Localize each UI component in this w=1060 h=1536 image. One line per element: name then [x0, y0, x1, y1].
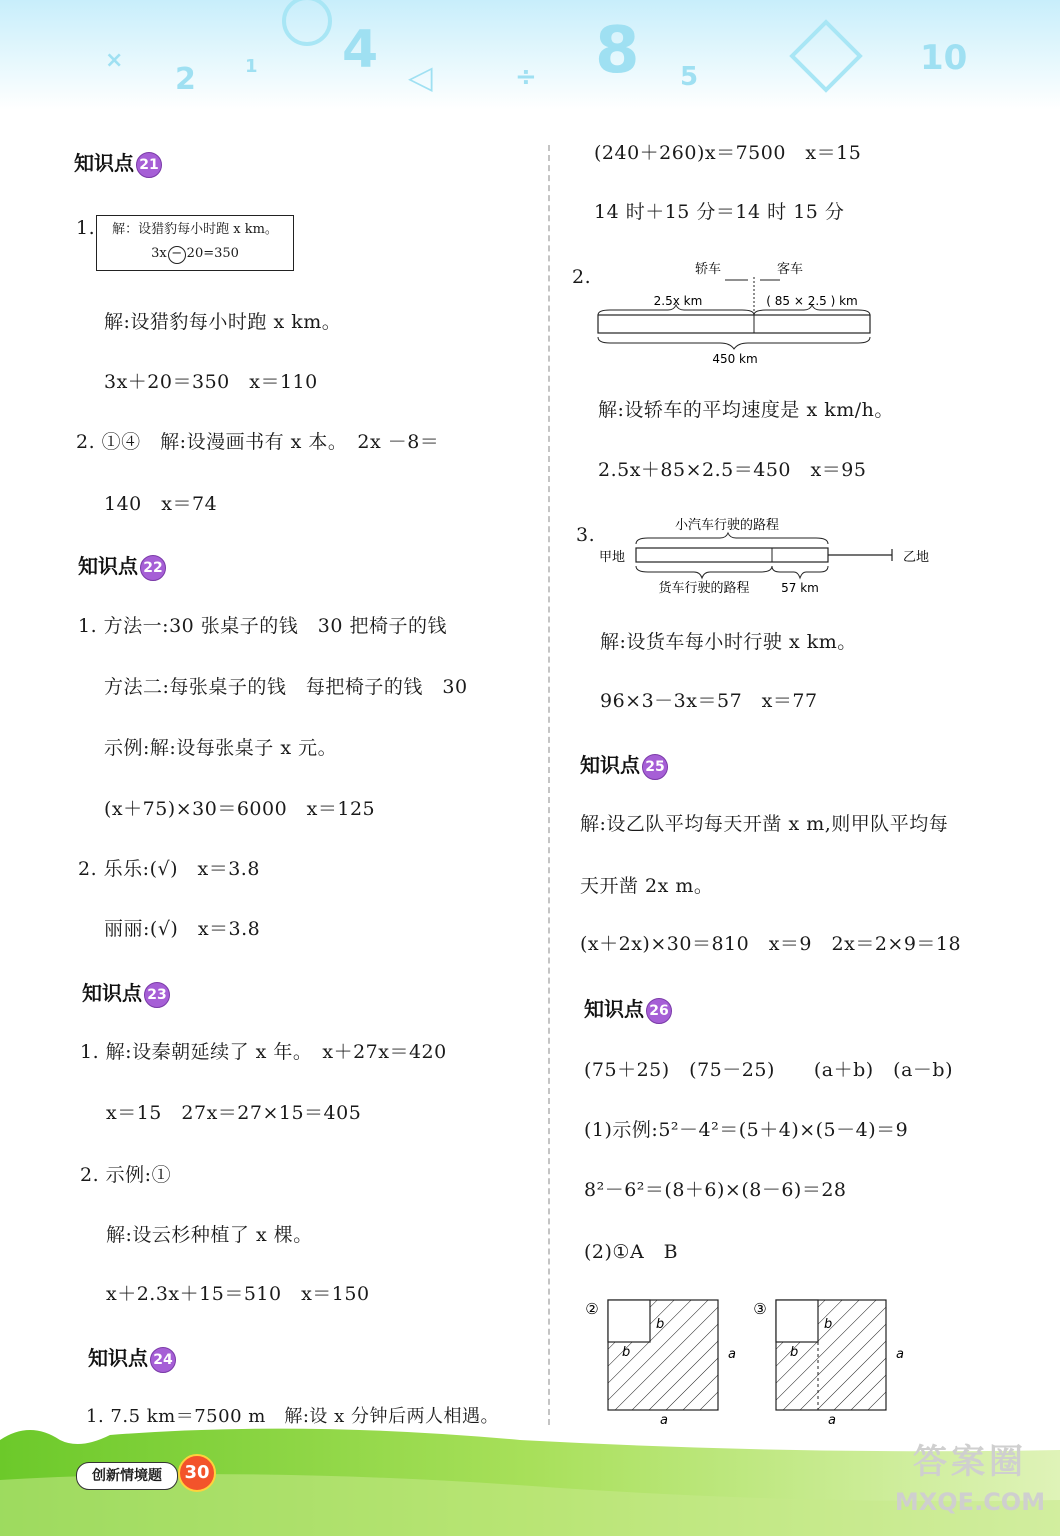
triangle-shape-icon: ◁ [408, 58, 433, 96]
section-number-badge: 23 [144, 982, 170, 1008]
digit-1-icon: 1 [245, 56, 258, 77]
svg-text:b: b [824, 1317, 833, 1332]
division-sign-icon: ÷ [515, 62, 537, 92]
watermark-url-text: MXQE.COM [894, 1488, 1046, 1516]
svg-text:a: a [728, 1347, 736, 1362]
digit-4-icon: 4 [342, 20, 379, 80]
svg-text:b: b [622, 1345, 631, 1360]
footer-section-label: 创新情境题 [76, 1462, 178, 1490]
section-number-badge: 22 [140, 555, 166, 581]
truck-route-label: 货车行驶的路程 [658, 581, 750, 596]
section-number-badge: 25 [642, 754, 668, 780]
answer-line: 解:设乙队平均每天开凿 x m,则甲队平均每 [580, 813, 949, 835]
answer-line: 1. 方法一:30 张桌子的钱 30 把椅子的钱 [78, 615, 448, 637]
section-heading-25 [580, 752, 668, 780]
svg-text:b: b [656, 1317, 665, 1332]
answer-line: (1)示例:5²－4²＝(5＋4)×(5－4)＝9 [584, 1119, 909, 1141]
car-distance-label: 2.5x km [653, 294, 703, 308]
answer-line: 示例:解:设每张桌子 x 元。 [104, 737, 338, 759]
section-heading-label: 知识点 [82, 981, 142, 1005]
start-place-label: 甲地 [598, 550, 626, 565]
digit-5-icon: 5 [680, 62, 699, 92]
answer-line: 解:设猎豹每小时跑 x km。 [104, 311, 342, 333]
answer-line: (2)①A B [584, 1241, 679, 1263]
answer-line: 3x＋20＝350 x＝110 [104, 371, 318, 393]
answer-line: 解:设轿车的平均速度是 x km/h。 [598, 399, 894, 421]
section-heading-label: 知识点 [584, 997, 644, 1021]
item-number: 2. [572, 266, 592, 288]
answer-line: 丽丽:(√) x＝3.8 [104, 918, 261, 940]
section-heading-22 [78, 553, 166, 581]
figure-marker: ② [585, 1300, 599, 1318]
answer-line: (75＋25) (75－25) (a＋b) (a－b) [584, 1059, 953, 1081]
answer-line: 方法二:每张桌子的钱 每把椅子的钱 30 [104, 676, 468, 698]
answer-line: x＋2.3x＋15＝510 x＝150 [106, 1283, 370, 1305]
car-truck-line-diagram [592, 512, 942, 600]
watermark-logo-text: 答案圈 [913, 1442, 1027, 1482]
section-heading-label: 知识点 [78, 554, 138, 578]
circled-minus-icon: − [168, 246, 186, 264]
svg-text:a: a [828, 1413, 836, 1427]
boxed-line-2: 3x − 20=350 [97, 242, 293, 266]
column-divider [548, 145, 550, 1425]
circle-shape-icon [282, 0, 332, 46]
answer-line: 96×3－3x＝57 x＝77 [600, 690, 818, 712]
digit-10-icon: 10 [920, 38, 968, 78]
answer-line: 1. 7.5 km＝7500 m 解:设 x 分钟后两人相遇。 [86, 1406, 499, 1427]
gap-distance-label: 57 km [781, 581, 819, 595]
digit-2-icon: 2 [175, 62, 196, 97]
boxed-line-1: 解：设猎豹每小时跑 x km。 [112, 222, 278, 237]
answer-line: 2.5x＋85×2.5＝450 x＝95 [598, 459, 867, 481]
bus-distance-label: ( 85 × 2.5 ) km [766, 294, 858, 308]
svg-text:b: b [790, 1345, 799, 1360]
answer-line: 2. ①④ 解:设漫画书有 x 本。 2x －8＝ [76, 431, 440, 453]
section-number-badge: 21 [136, 152, 162, 178]
page-number: 30 [178, 1454, 216, 1492]
answer-line: (x＋2x)×30＝810 x＝9 2x＝2×9＝18 [580, 933, 962, 955]
header-decoration [0, 0, 1060, 110]
digit-8-icon: 8 [595, 14, 640, 88]
item-number: 1. [76, 217, 96, 239]
square-figure-3 [748, 1292, 913, 1427]
diamond-shape-icon [789, 19, 863, 93]
answer-line: x＝15 27x＝27×15＝405 [106, 1102, 362, 1124]
answer-line: 8²－6²＝(8＋6)×(8－6)＝28 [584, 1179, 847, 1201]
svg-text:a: a [660, 1413, 668, 1427]
section-heading-26 [584, 996, 672, 1024]
car-bus-line-diagram [590, 255, 880, 370]
answer-line: 解:设云杉种植了 x 棵。 [106, 1224, 313, 1246]
answer-line: 2. 乐乐:(√) x＝3.8 [78, 858, 260, 880]
car-label: 轿车 [694, 262, 722, 277]
site-watermark [885, 1440, 1055, 1530]
answer-line: 2. 示例:① [80, 1164, 172, 1186]
answer-line: (240＋260)x＝7500 x＝15 [594, 142, 862, 164]
boxed-answer [96, 215, 294, 271]
answer-line: 14 时＋15 分＝14 时 15 分 [594, 201, 845, 223]
section-number-badge: 26 [646, 998, 672, 1024]
answer-line: 解:设货车每小时行驶 x km。 [600, 631, 857, 653]
bus-label: 客车 [776, 262, 804, 277]
item-number: 3. [576, 524, 596, 546]
car-route-label: 小汽车行驶的路程 [674, 518, 780, 533]
section-heading-23 [82, 980, 170, 1008]
section-heading-24 [88, 1345, 176, 1373]
answer-line: (x＋75)×30＝6000 x＝125 [104, 798, 376, 820]
end-place-label: 乙地 [902, 550, 930, 565]
total-distance-label: 450 km [712, 352, 758, 366]
section-heading-label: 知识点 [88, 1346, 148, 1370]
answer-line: 1. 解:设秦朝延续了 x 年。 x＋27x＝420 [80, 1041, 447, 1063]
multiply-sign-icon: × [105, 48, 124, 73]
section-number-badge: 24 [150, 1347, 176, 1373]
square-figure-2 [580, 1292, 745, 1427]
section-heading-21 [74, 150, 162, 178]
figure-marker: ③ [753, 1300, 767, 1318]
svg-text:a: a [896, 1347, 904, 1362]
section-heading-label: 知识点 [580, 753, 640, 777]
section-heading-label: 知识点 [74, 151, 134, 175]
answer-line: 140 x＝74 [104, 493, 218, 515]
answer-line: 天开凿 2x m。 [580, 875, 714, 897]
